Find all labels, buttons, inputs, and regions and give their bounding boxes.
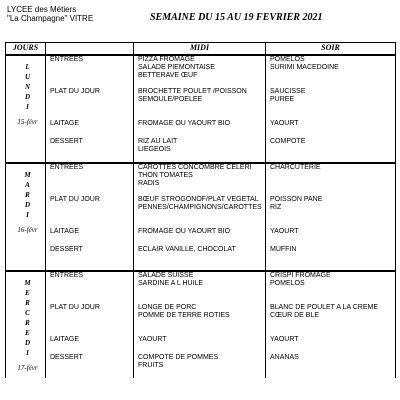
soir-cell (266, 138, 396, 163)
dish-item: POMELOS (270, 56, 305, 63)
course-label: PLAT DU JOUR (46, 196, 134, 228)
day-letter: R (25, 191, 30, 199)
dish-item: LONGE DE PORC (138, 304, 197, 311)
menu-row (6, 196, 396, 228)
day-cell (6, 55, 46, 163)
course-label: PLAT DU JOUR (46, 304, 134, 336)
midi-cell (134, 55, 266, 88)
dish-item: CAROTTES CONCOMBRE CELERI (138, 164, 252, 171)
dish-item: YAOURT (138, 336, 167, 343)
day-letter: M (24, 279, 31, 287)
dish-item: RADIS (138, 180, 160, 187)
dish-item: SARDINE A L HUILE (138, 280, 204, 287)
soir-cell (266, 196, 396, 228)
soir-cell (266, 271, 396, 304)
dish-item: RIZ AU LAIT (138, 138, 178, 145)
day-name (10, 170, 45, 220)
day-letter: M (24, 171, 31, 179)
dish-item: CŒUR DE BLE (270, 312, 320, 319)
midi-cell (134, 271, 266, 304)
menu-row (6, 55, 396, 88)
dish-item: SURIMI MACEDOINE (270, 64, 339, 71)
midi-cell (134, 196, 266, 228)
column-header-empty (46, 43, 134, 56)
menu-row (6, 88, 396, 120)
day-letter: I (26, 349, 29, 357)
dish-item: FROMAGE OU YAOURT BIO (138, 228, 231, 235)
course-label: LAITAGE (46, 228, 134, 246)
day-letter: D (24, 201, 31, 209)
day-letter: E (25, 289, 30, 297)
dish-item: ANANAS (270, 354, 299, 361)
dish-item: RIZ (270, 204, 282, 211)
menu-row (6, 163, 396, 196)
soir-cell (266, 163, 396, 196)
menu-row (6, 228, 396, 246)
course-label: ENTREES (46, 163, 134, 196)
dish-item: BROCHETTE POULET /POISSON (138, 88, 247, 95)
menu-row (6, 354, 396, 378)
dish-item: BŒUF STROGONOF/PLAT VEGETAL (138, 196, 259, 203)
course-label: DESSERT (46, 138, 134, 163)
day-letter: R (25, 319, 30, 327)
midi-cell (134, 138, 266, 163)
day-letter: I (26, 211, 29, 219)
midi-cell (134, 336, 266, 354)
dish-item: CHARCUTERIE (270, 164, 321, 171)
soir-cell (266, 336, 396, 354)
dish-item: COMPOTE DE POMMES (138, 354, 219, 361)
day-name (10, 62, 45, 112)
dish-item: FRUITS (138, 362, 164, 369)
course-label: LAITAGE (46, 336, 134, 354)
day-date: 16-févr (17, 226, 38, 234)
midi-cell (134, 246, 266, 271)
dish-item: YAOURT (270, 228, 299, 235)
day-letter: L (25, 63, 30, 71)
day-letter: U (24, 73, 31, 81)
day-cell (6, 163, 46, 271)
dish-item: BETTERAVE ŒUF (138, 72, 198, 79)
dish-item: LIEGEOIS (138, 146, 171, 153)
midi-cell (134, 304, 266, 336)
day-name (10, 278, 45, 358)
dish-item: PIZZA FROMAGE (138, 56, 195, 63)
day-letter: D (24, 339, 31, 347)
course-label: PLAT DU JOUR (46, 88, 134, 120)
day-letter: N (24, 83, 31, 91)
column-header-soir: SOIR (266, 43, 396, 56)
day-letter: E (25, 329, 30, 337)
day-cell (6, 271, 46, 378)
menu-row (6, 246, 396, 271)
dish-item: ECLAIR VANILLE, CHOCOLAT (138, 246, 236, 253)
day-letter: I (26, 103, 29, 111)
column-header-midi: MIDI (134, 43, 266, 56)
dish-item: PENNES/CHAMPIGNONS/CAROTTES (138, 204, 262, 211)
day-date: 17-févr (17, 364, 38, 372)
page-header (0, 0, 400, 42)
soir-cell (266, 55, 396, 88)
menu-body (6, 55, 396, 378)
menu-row (6, 271, 396, 304)
day-letter: R (25, 299, 30, 307)
midi-cell (134, 228, 266, 246)
dish-item: SALADE SUISSE (138, 272, 194, 279)
dish-item: CRISPI FROMAGE (270, 272, 331, 279)
dish-item: YAOURT (270, 336, 299, 343)
soir-cell (266, 304, 396, 336)
dish-item: POISSON PANE (270, 196, 323, 203)
dish-item: YAOURT (270, 120, 299, 127)
menu-row (6, 304, 396, 336)
menu-header-row (6, 43, 396, 56)
soir-cell (266, 88, 396, 120)
dish-item: POMELOS (270, 280, 305, 287)
course-label: DESSERT (46, 354, 134, 378)
dish-item: THON TOMATES (138, 172, 193, 179)
menu-row (6, 120, 396, 138)
day-letter: C (25, 309, 30, 317)
dish-item: BLANC DE POULET A LA CREME (270, 304, 379, 311)
dish-item: MUFFIN (270, 246, 297, 253)
midi-cell (134, 120, 266, 138)
week-title: SEMAINE DU 15 AU 19 FEVRIER 2021 (150, 12, 323, 23)
dish-item: FROMAGE OU YAOURT BIO (138, 120, 231, 127)
soir-cell (266, 246, 396, 271)
school-name (7, 5, 93, 23)
school-name-line-1: LYCEE des Métiers (7, 5, 77, 14)
midi-cell (134, 354, 266, 378)
midi-cell (134, 163, 266, 196)
day-letter: A (25, 181, 30, 189)
soir-cell (266, 354, 396, 378)
dish-item: SEMOULE/POELEE (138, 96, 203, 103)
course-label: LAITAGE (46, 120, 134, 138)
course-label: DESSERT (46, 246, 134, 271)
course-label: ENTREES (46, 271, 134, 304)
school-name-line-2: "La Champagne" VITRE (7, 14, 94, 23)
menu-table (5, 42, 396, 378)
soir-cell (266, 120, 396, 138)
midi-cell (134, 88, 266, 120)
column-header-jours: JOURS (6, 43, 46, 56)
menu-row (6, 138, 396, 163)
course-label: ENTREES (46, 55, 134, 88)
dish-item: COMPOTE (270, 138, 306, 145)
day-letter: D (24, 93, 31, 101)
dish-item: SAUCISSE (270, 88, 306, 95)
soir-cell (266, 228, 396, 246)
menu-row (6, 336, 396, 354)
day-date: 15-févr (17, 118, 38, 126)
dish-item: SALADE PIEMONTAISE (138, 64, 215, 71)
dish-item: PUREE (270, 96, 295, 103)
dish-item: POMME DE TERRE ROTIES (138, 312, 230, 319)
